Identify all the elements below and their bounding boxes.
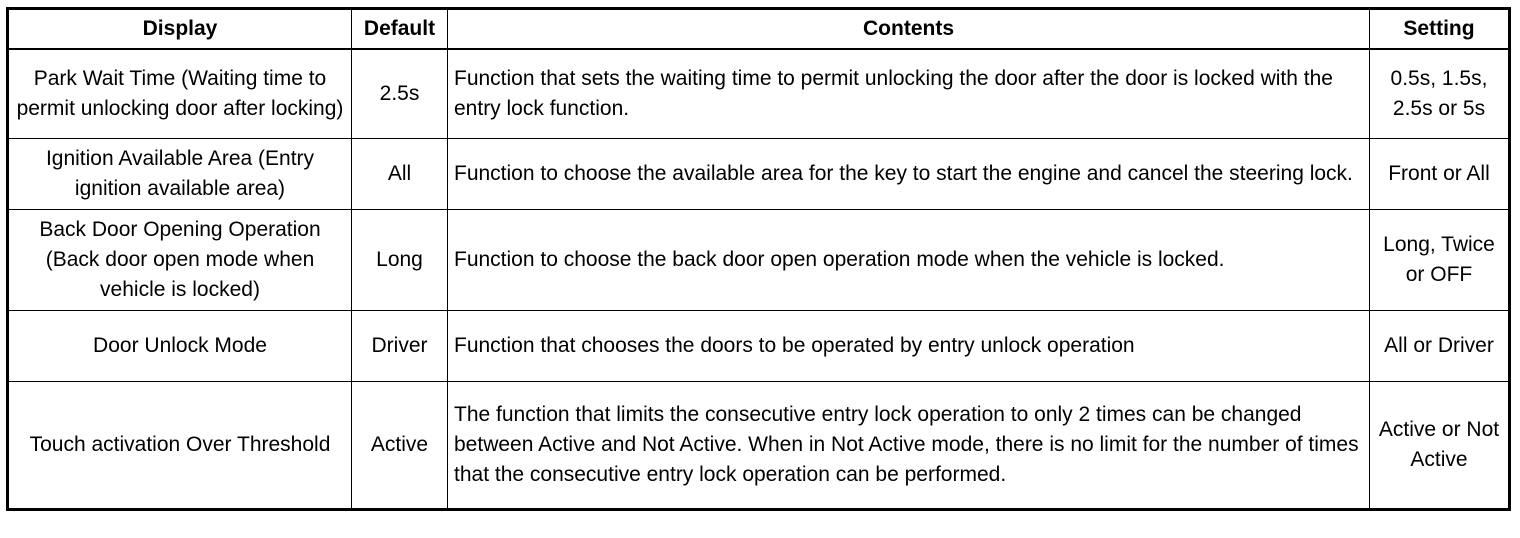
- cell-display: Park Wait Time (Waiting time to permit unlocking door after locking): [8, 49, 352, 139]
- cell-setting: 0.5s, 1.5s, 2.5s or 5s: [1370, 49, 1510, 139]
- header-contents: Contents: [448, 9, 1370, 50]
- header-setting: Setting: [1370, 9, 1510, 50]
- cell-display: Touch activation Over Threshold: [8, 382, 352, 510]
- cell-display: Door Unlock Mode: [8, 311, 352, 382]
- table-row: [8, 49, 1510, 139]
- table-row: [8, 139, 1510, 210]
- settings-table-container: [6, 7, 1508, 511]
- cell-contents: Function that sets the waiting time to permit unlocking the door after the door is locked with the entry lock function.: [448, 49, 1370, 139]
- cell-display: Ignition Available Area (Entry ignition available area): [8, 139, 352, 210]
- cell-default: Long: [352, 210, 448, 311]
- cell-contents: The function that limits the consecutive entry lock operation to only 2 times can be changed between Active and Not Active. When in Not Active mode, there is no limit for the number of times that the consecutive entry lock operation can be performed.: [448, 382, 1370, 510]
- cell-setting: All or Driver: [1370, 311, 1510, 382]
- table-row: [8, 210, 1510, 311]
- cell-contents: Function to choose the available area for the key to start the engine and cancel the steering lock.: [448, 139, 1370, 210]
- cell-default: Driver: [352, 311, 448, 382]
- cell-default: All: [352, 139, 448, 210]
- cell-contents: Function that chooses the doors to be operated by entry unlock operation: [448, 311, 1370, 382]
- cell-display: Back Door Opening Operation (Back door open mode when vehicle is locked): [8, 210, 352, 311]
- cell-default: 2.5s: [352, 49, 448, 139]
- cell-default: Active: [352, 382, 448, 510]
- cell-setting: Long, Twice or OFF: [1370, 210, 1510, 311]
- header-display: Display: [8, 9, 352, 50]
- cell-setting: Active or Not Active: [1370, 382, 1510, 510]
- header-default: Default: [352, 9, 448, 50]
- table-header-row: [8, 9, 1510, 50]
- cell-setting: Front or All: [1370, 139, 1510, 210]
- table-row: [8, 311, 1510, 382]
- settings-table: [6, 7, 1511, 511]
- table-row: [8, 382, 1510, 510]
- cell-contents: Function to choose the back door open operation mode when the vehicle is locked.: [448, 210, 1370, 311]
